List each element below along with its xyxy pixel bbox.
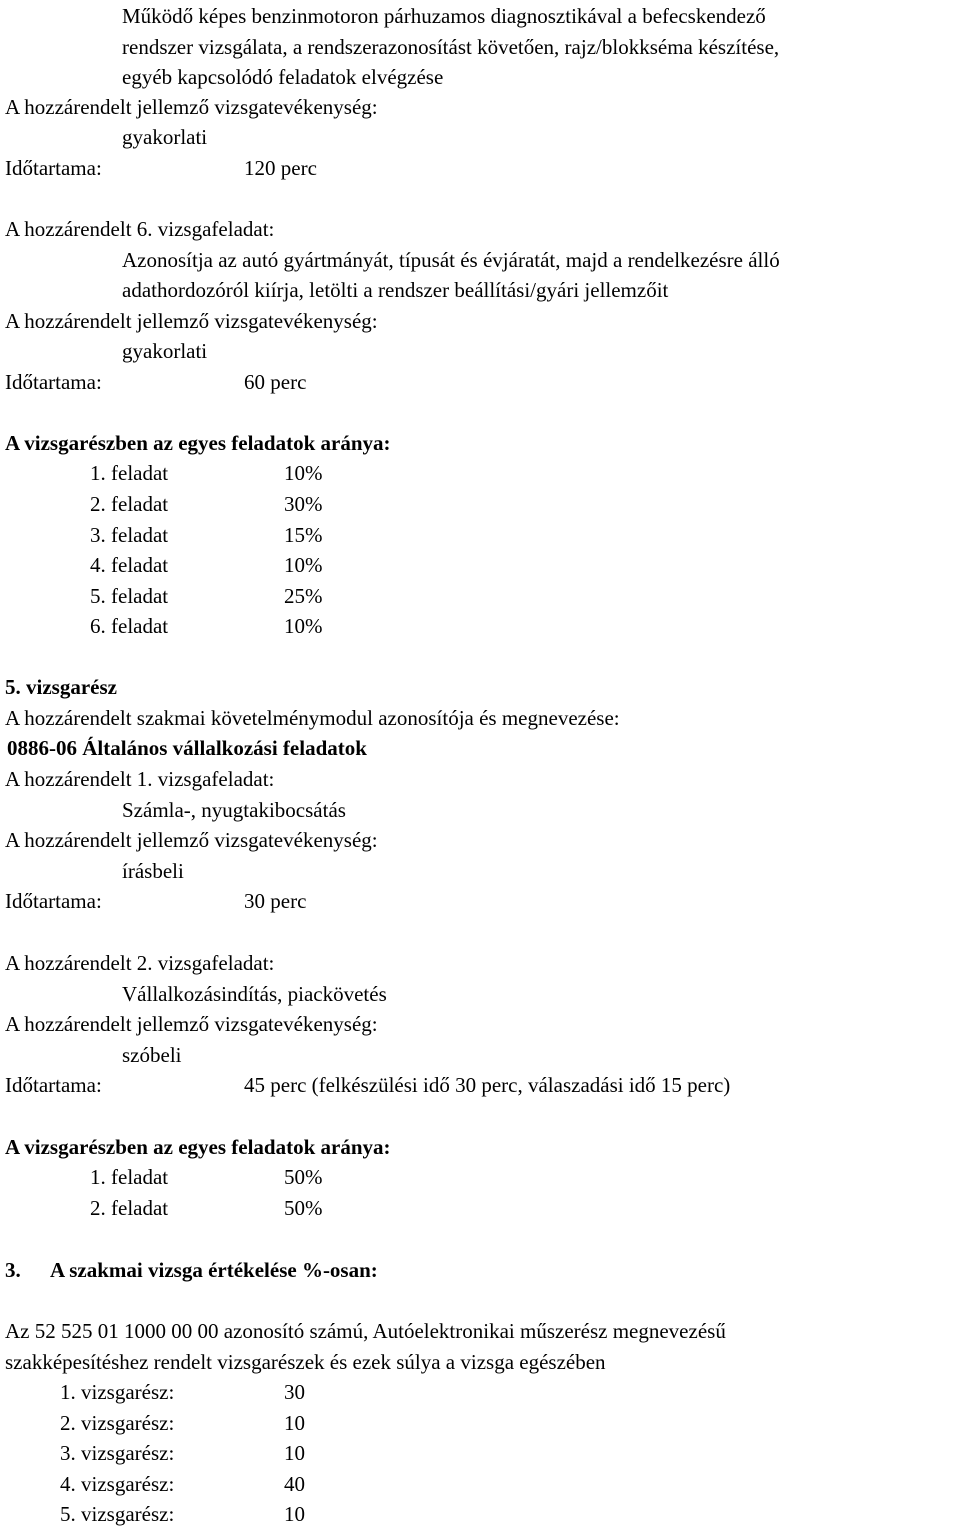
task6-activity-value: gyakorlati [122,339,208,363]
task5-description-line2: rendszer vizsgálata, a rendszerazonosítást követően, rajz/blokkséma készítése, [122,35,780,59]
ratio-percent: 50% [284,1196,323,1220]
weight-value: 10 [284,1502,305,1526]
part5-task2-heading: A hozzárendelt 2. vizsgafeladat: [5,951,275,975]
section3-paragraph-line2: szakképesítéshez rendelt vizsgarészek és ezek súlya a vizsga egészében [5,1350,606,1374]
weight-value: 40 [284,1472,305,1496]
task5-activity-value: gyakorlati [122,125,208,149]
ratio-percent: 30% [284,492,323,516]
task6-activity-label: A hozzárendelt jellemző vizsgatevékenység: [5,309,378,333]
weight-part: 4. vizsgarész: [60,1472,175,1496]
weight-part: 5. vizsgarész: [60,1502,175,1526]
part5-task1-description: Számla-, nyugtakibocsátás [122,798,346,822]
part5-task1-duration-value: 30 perc [244,889,307,913]
weight-value: 10 [284,1411,305,1435]
part5-task2-activity-value: szóbeli [122,1043,182,1067]
part5-task2-duration-value: 45 perc (felkészülési idő 30 perc, válaszadási idő 15 perc) [244,1073,731,1097]
part5-task2-activity-label: A hozzárendelt jellemző vizsgatevékenység: [5,1012,378,1036]
task6-description-line1: Azonosítja az autó gyártmányát, típusát és évjáratát, majd a rendelkezésre álló [122,248,780,272]
ratio-task: 5. feladat [90,584,169,608]
section3-number: 3. [5,1258,21,1282]
task5-activity-label: A hozzárendelt jellemző vizsgatevékenység: [5,95,378,119]
part5-task2-duration-label: Időtartama: [5,1073,102,1097]
task6-duration-value: 60 perc [244,370,307,394]
part5-module-label: A hozzárendelt szakmai követelménymodul azonosítója és megnevezése: [5,706,620,730]
weight-part: 1. vizsgarész: [60,1380,175,1404]
part5-task1-activity-value: írásbeli [122,859,184,883]
section3-paragraph-line1: Az 52 525 01 1000 00 00 azonosító számú, Autóelektronikai műszerész megnevezésű [5,1319,726,1343]
weight-value: 10 [284,1441,305,1465]
part5-module-name: 0886-06 Általános vállalkozási feladatok [7,736,367,760]
ratio-percent: 10% [284,553,323,577]
ratio-percent: 50% [284,1165,323,1189]
ratio-task: 2. feladat [90,492,169,516]
section3-title: A szakmai vizsga értékelése %-osan: [50,1258,378,1282]
ratio-percent: 25% [284,584,323,608]
task5-duration-label: Időtartama: [5,156,102,180]
task5-duration-value: 120 perc [244,156,317,180]
ratio-task: 3. feladat [90,523,169,547]
ratio-task: 1. feladat [90,461,169,485]
ratio-task: 1. feladat [90,1165,169,1189]
task5-description-line3: egyéb kapcsolódó feladatok elvégzése [122,65,444,89]
ratio-percent: 10% [284,461,323,485]
part5-task1-duration-label: Időtartama: [5,889,102,913]
ratio-task: 2. feladat [90,1196,169,1220]
ratio-task: 4. feladat [90,553,169,577]
part5-heading: 5. vizsgarész [5,675,117,699]
part5-task1-heading: A hozzárendelt 1. vizsgafeladat: [5,767,275,791]
task5-description-line1: Működő képes benzinmotoron párhuzamos diagnosztikával a befecskendező [122,4,766,28]
ratio-percent: 10% [284,614,323,638]
weight-value: 30 [284,1380,305,1404]
ratio-task: 6. feladat [90,614,169,638]
task6-duration-label: Időtartama: [5,370,102,394]
task6-description-line2: adathordozóról kiírja, letölti a rendszer beállítási/gyári jellemzőit [122,278,669,302]
weight-part: 2. vizsgarész: [60,1411,175,1435]
weight-part: 3. vizsgarész: [60,1441,175,1465]
ratio-percent: 15% [284,523,323,547]
part5-task2-description: Vállalkozásindítás, piackövetés [122,982,387,1006]
task6-heading: A hozzárendelt 6. vizsgafeladat: [5,217,275,241]
part5-task1-activity-label: A hozzárendelt jellemző vizsgatevékenység: [5,828,378,852]
part5-ratios-heading: A vizsgarészben az egyes feladatok aránya: [5,1135,391,1159]
ratios-heading: A vizsgarészben az egyes feladatok aránya: [5,431,391,455]
